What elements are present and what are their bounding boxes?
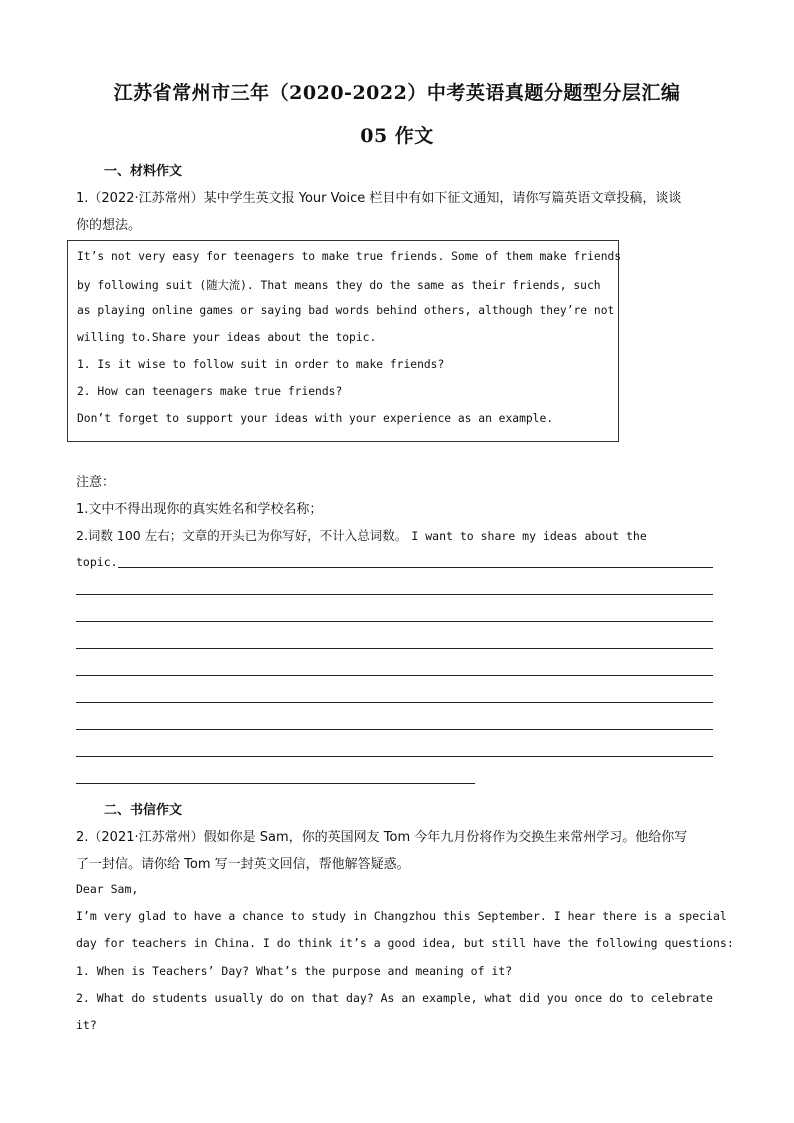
answer-line[interactable] <box>76 621 713 622</box>
prompt-box <box>67 240 622 442</box>
prompt-line: 2. How can teenagers make true friends? <box>77 385 343 398</box>
question-1-line-1: 1.（2022·江苏常州）某中学生英文报 Your Voice 栏目中有如下征文通知，请你写篇英语文章投稿，谈谈 <box>76 191 682 206</box>
section-heading-letter: 二、书信作文 <box>104 803 183 818</box>
document-subtitle: 05 作文 <box>360 125 434 147</box>
answer-line[interactable] <box>76 702 713 703</box>
answer-line[interactable] <box>76 756 713 757</box>
answer-line[interactable] <box>118 567 713 568</box>
letter-line: 2. What do students usually do on that day? As an example, what did you once do to celebrate <box>76 991 713 1005</box>
answer-line[interactable] <box>76 729 713 730</box>
answer-line[interactable] <box>76 783 475 784</box>
letter-line: 1. When is Teachers’ Day? What’s the purpose and meaning of it? <box>76 964 513 978</box>
question-1-line-2: 你的想法。 <box>76 218 142 233</box>
letter-line: day for teachers in China. I do think it’s a good idea, but still have the following questions: <box>76 936 734 950</box>
answer-line[interactable] <box>76 675 713 676</box>
prompt-line: Don’t forget to support your ideas with your experience as an example. <box>77 412 554 425</box>
prompt-line: willing to.Share your ideas about the topic. <box>77 331 377 344</box>
essay-start-text: topic. <box>76 555 118 569</box>
question-2-line-1: 2.（2021·江苏常州）假如你是 Sam，你的英国网友 Tom 今年九月份将作为交换生来常州学习。他给你写 <box>76 830 688 845</box>
section-heading-material: 一、材料作文 <box>104 164 183 179</box>
letter-line: it? <box>76 1018 97 1032</box>
note-item-2 <box>76 526 647 544</box>
answer-line[interactable] <box>76 594 713 595</box>
question-2-line-2: 了一封信。请你给 Tom 写一封英文回信，帮他解答疑惑。 <box>76 857 410 872</box>
prompt-line: as playing online games or saying bad words behind others, although they’re not <box>77 304 615 317</box>
prompt-line: It’s not very easy for teenagers to make true friends. Some of them make friends <box>77 250 622 263</box>
letter-line: I’m very glad to have a chance to study in Changzhou this September. I hear there is a special <box>76 909 727 923</box>
note-label: 注意： <box>76 475 116 490</box>
note-item-1: 1.文中不得出现你的真实姓名和学校名称； <box>76 502 323 517</box>
prompt-line: 1. Is it wise to follow suit in order to make friends? <box>77 358 445 371</box>
letter-line: Dear Sam, <box>76 882 139 896</box>
answer-line[interactable] <box>76 648 713 649</box>
prompt-line: by following suit (随大流). That means they do the same as their friends, such <box>77 279 601 292</box>
document-title: 江苏省常州市三年（2020-2022）中考英语真题分题型分层汇编 <box>113 82 681 104</box>
note-item-2-english: I want to share my ideas about the <box>411 529 647 543</box>
note-item-2-chinese: 2.词数 100 左右；文章的开头已为你写好，不计入总词数。 <box>76 528 408 543</box>
